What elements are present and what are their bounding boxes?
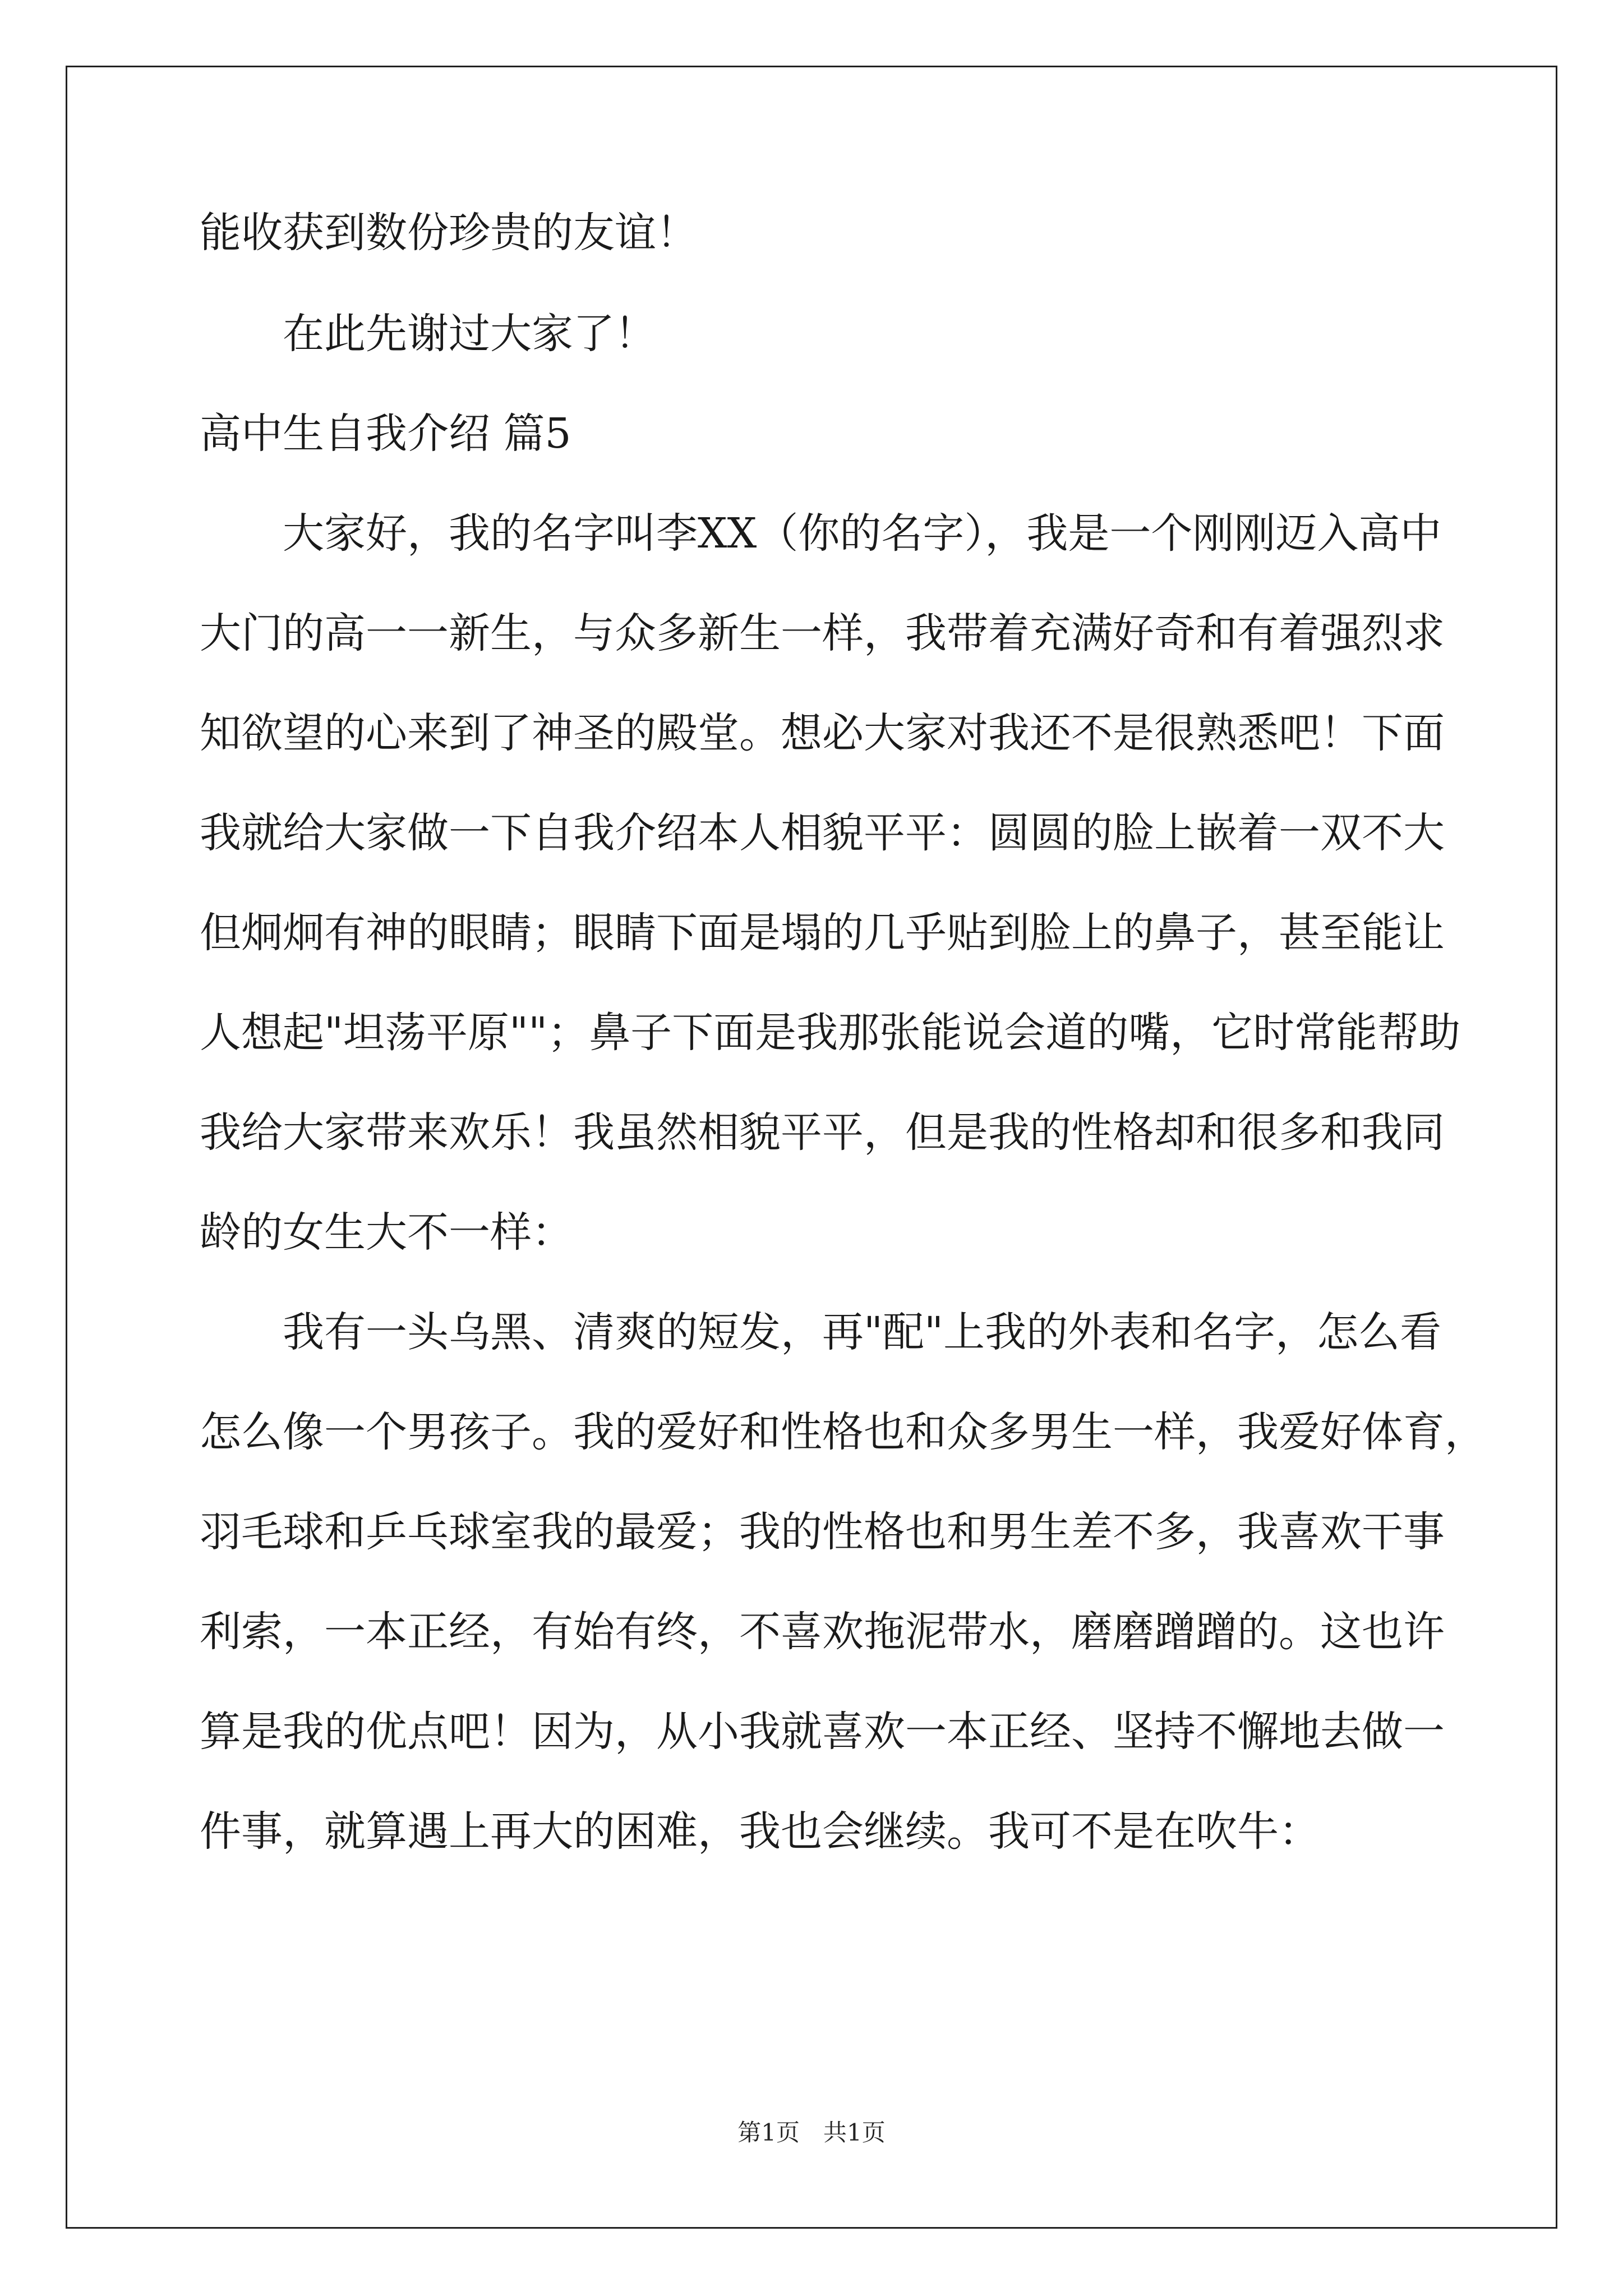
section-heading: 高中生自我介绍 篇5 — [200, 409, 571, 458]
text-line: 大家好，我的名字叫李XX（你的名字），我是一个刚刚迈入高中 — [283, 509, 1442, 558]
text-line: 知欲望的心来到了神圣的殿堂。想必大家对我还不是很熟悉吧！下面 — [200, 709, 1445, 757]
text-line: 我有一头乌黑、清爽的短发，再"配"上我的外表和名字，怎么看 — [283, 1308, 1442, 1356]
text-line: 但炯炯有神的眼睛；眼睛下面是塌的几乎贴到脸上的鼻子，甚至能让 — [200, 909, 1445, 957]
text-line: 羽毛球和乒乓球室我的最爱；我的性格也和男生差不多，我喜欢干事 — [200, 1508, 1445, 1556]
text-line: 件事，就算遇上再大的困难，我也会继续。我可不是在吹牛： — [200, 1807, 1320, 1856]
text-line: 利索，一本正经，有始有终，不喜欢拖泥带水，磨磨蹭蹭的。这也许 — [200, 1608, 1445, 1656]
text-line: 龄的女生大不一样： — [200, 1208, 573, 1257]
text-line: 我就给大家做一下自我介绍本人相貌平平：圆圆的脸上嵌着一双不大 — [200, 809, 1445, 857]
text-line: 在此先谢过大家了！ — [283, 310, 656, 358]
text-line: 大门的高一一新生，与众多新生一样，我带着充满好奇和有着强烈求 — [200, 609, 1445, 657]
text-line: 怎么像一个男孩子。我的爱好和性格也和众多男生一样，我爱好体育， — [200, 1408, 1486, 1456]
page-number: 第1页 共1页 — [737, 2119, 886, 2146]
text-line: 人想起"坦荡平原""；鼻子下面是我那张能说会道的嘴，它时常能帮助 — [200, 1009, 1461, 1057]
text-line: 能收获到数份珍贵的友谊！ — [200, 209, 698, 257]
text-line: 算是我的优点吧！因为，从小我就喜欢一本正经、坚持不懈地去做一 — [200, 1708, 1445, 1756]
text-line: 我给大家带来欢乐！我虽然相貌平平，但是我的性格却和很多和我同 — [200, 1108, 1445, 1157]
